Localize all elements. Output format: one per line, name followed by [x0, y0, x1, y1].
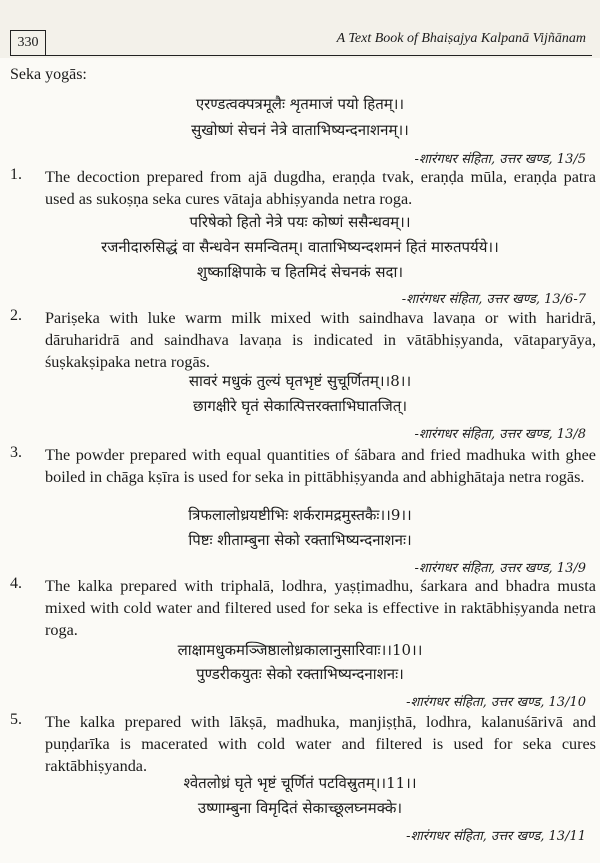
list-item	[10, 711, 596, 777]
verse-source: -शारंगधर संहिता, उत्तर खण्ड, 13/11	[406, 829, 586, 844]
running-title: A Text Book of Bhaiṣajya Kalpanā Vijñānam	[336, 31, 586, 46]
item-text: The kalka prepared with lākṣā, madhuka, manjiṣṭhā, lodhra, kalanuśārivā and puṇḍarīka is macerated with cold water and filtered is used for seka cures raktābhiṣyanda.	[45, 713, 596, 775]
verse-source: -शारंगधर संहिता, उत्तर खण्ड, 13/8	[414, 427, 586, 442]
list-item	[10, 444, 596, 488]
item-text: The decoction prepared from ajā dugdha, eraṇḍa tvak, eraṇḍa mūla, eraṇḍa patra used as sukoṣṇa seka cures vātaja abhiṣyanda netra roga.	[45, 168, 596, 208]
list-item	[10, 575, 596, 641]
item-number: 1.	[10, 166, 22, 183]
item-number: 4.	[10, 575, 22, 592]
list-item	[10, 166, 596, 210]
verse-line: पुण्डरीकयुतः सेको रक्ताभिष्यन्दनाशनः।	[196, 665, 404, 683]
item-text: Pariṣeka with luke warm milk mixed with saindhava lavaṇa or with haridrā, dāruharidrā and saindhava lavaṇa is indicated in vātābhiṣyanda, vātaparyāya, śuṣkakṣipaka netra rogās.	[45, 309, 596, 371]
page-number: 330	[10, 30, 46, 56]
verse-line: शुष्काक्षिपाके च हितमिदं सेचनकं सदा।	[196, 263, 404, 281]
verse-line: श्वेतलोध्रं घृते भृष्टं चूर्णितं पटविस्रुतम्।।11।।	[183, 774, 417, 792]
verse-line: रजनीदारुसिद्धं वा सैन्धवेन समन्वितम्। वाताभिष्यन्दशमनं हितं मारुतपर्यये।।	[101, 238, 499, 256]
item-number: 3.	[10, 444, 22, 461]
item-text: The kalka prepared with triphalā, lodhra, yaṣṭimadhu, śarkara and bhadra musta mixed with cold water and filtered used for seka is effective in raktābhiṣyanda netra roga.	[45, 577, 596, 639]
section-title: Seka yogās:	[10, 66, 87, 83]
header-rule	[44, 55, 592, 56]
verse-source: -शारंगधर संहिता, उत्तर खण्ड, 13/10	[406, 695, 586, 710]
verse-source: -शारंगधर संहिता, उत्तर खण्ड, 13/5	[414, 152, 586, 167]
item-text: The powder prepared with equal quantities of śābara and fried madhuka with ghee boiled in chāga kṣīra is used for seka in pittābhiṣyanda and abhighātaja netra rogās.	[45, 446, 596, 486]
item-number: 5.	[10, 711, 22, 728]
verse-line: छागक्षीरे घृतं सेकात्पित्तरक्ताभिघातजित्।	[192, 397, 408, 415]
verse-line: परिषेको हितो नेत्रे पयः कोष्णं ससैन्धवम्।।	[189, 213, 411, 231]
list-item	[10, 307, 596, 373]
verse-line: सावरं मधुकं तुल्यं घृतभृष्टं सुचूर्णितम्।।8।।	[188, 372, 412, 390]
verse-source: -शारंगधर संहिता, उत्तर खण्ड, 13/6-7	[401, 292, 586, 307]
verse-line: उष्णाम्बुना विमृदितं सेकाच्छूलघ्नमक्के।	[197, 799, 403, 817]
verse-line: सुखोष्णं सेचनं नेत्रे वाताभिष्यन्दनाशनम्।।	[191, 121, 409, 139]
page-header	[0, 0, 600, 58]
item-number: 2.	[10, 307, 22, 324]
verse-line: त्रिफलालोध्रयष्टीभिः शर्करामद्रमुस्तकैः।।9।।	[188, 506, 412, 524]
verse-line: पिष्टः शीताम्बुना सेको रक्ताभिष्यन्दनाशनः।	[188, 531, 412, 549]
verse-line: लाक्षामधुकमञ्जिष्ठालोध्रकालानुसारिवाः।।10।।	[177, 641, 423, 659]
verse-source: -शारंगधर संहिता, उत्तर खण्ड, 13/9	[414, 561, 586, 576]
verse-line: एरण्डत्वक्पत्रमूलैः शृतमाजं पयो हितम्।।	[195, 95, 405, 113]
